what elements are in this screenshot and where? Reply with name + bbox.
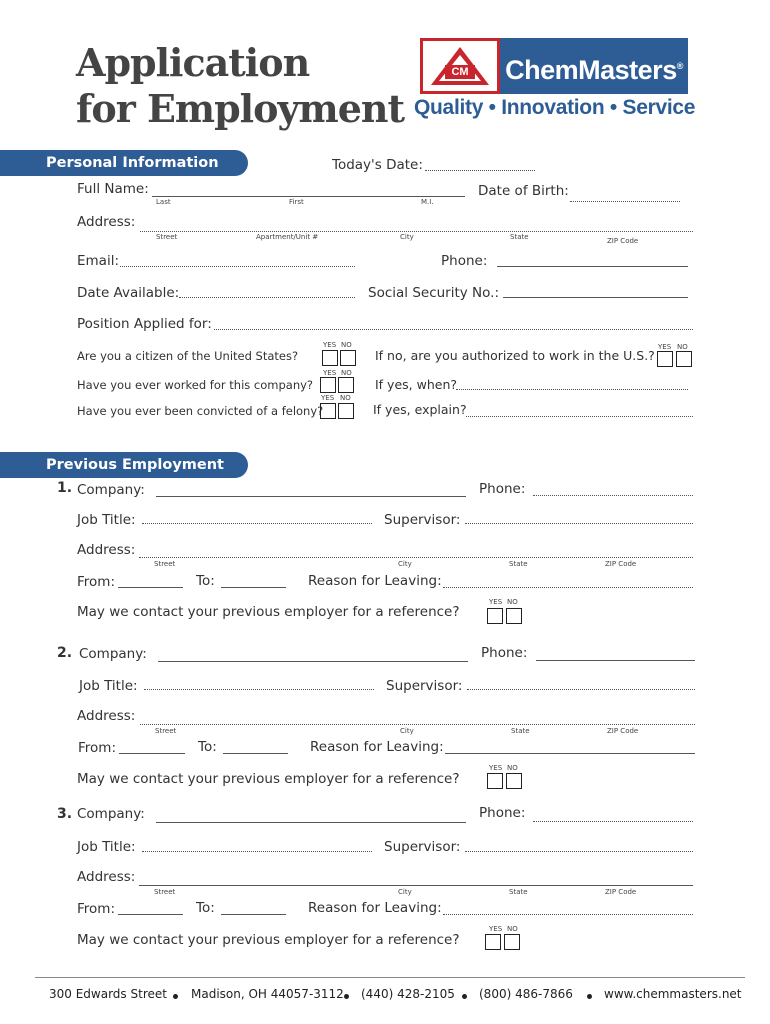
footer-phone-2: (800) 486-7866 [479, 987, 573, 1001]
reason-label: Reason for Leaving: [308, 900, 442, 916]
ssn-field[interactable] [503, 297, 688, 298]
section-banner-personal: Personal Information [0, 150, 248, 176]
email-label: Email: [77, 253, 120, 269]
employer-number: 2. [57, 645, 73, 661]
employer-phone-field[interactable] [536, 660, 695, 661]
reason-field[interactable] [445, 753, 695, 754]
date-available-field[interactable] [179, 297, 355, 298]
contact-no-checkbox[interactable] [504, 934, 520, 950]
company-field[interactable] [156, 496, 466, 497]
full-name-label: Full Name: [77, 181, 149, 197]
name-sub-mi: M.I. [421, 198, 434, 206]
emp-sub-city: City [398, 888, 412, 896]
emp-sub-zip: ZIP Code [605, 888, 637, 896]
name-sub-first: First [289, 198, 304, 206]
to-label: To: [196, 900, 215, 916]
emp-sub-street: Street [154, 560, 176, 568]
bullet-icon [344, 994, 349, 999]
job-title-label: Job Title: [77, 512, 136, 528]
employer-phone-field[interactable] [533, 821, 693, 822]
reason-label: Reason for Leaving: [310, 739, 444, 755]
bullet-icon [173, 994, 178, 999]
supervisor-label: Supervisor: [386, 678, 463, 694]
felony-no-checkbox[interactable] [338, 403, 354, 419]
from-field[interactable] [118, 914, 183, 915]
no-label: NO [507, 925, 518, 933]
page-title [76, 40, 404, 132]
employer-address-field[interactable] [140, 724, 695, 725]
section-banner-previous: Previous Employment [0, 452, 248, 478]
bullet-icon [462, 994, 467, 999]
date-of-birth-label: Date of Birth: [478, 183, 569, 199]
explain-field[interactable] [466, 416, 693, 417]
footer-website[interactable]: www.chemmasters.net [604, 987, 742, 1001]
to-field[interactable] [223, 753, 288, 754]
emp-sub-city: City [398, 560, 412, 568]
phone-label: Phone: [441, 253, 488, 269]
address-sub-unit: Apartment/Unit # [256, 233, 319, 241]
employer-address-field[interactable] [139, 885, 693, 886]
emp-sub-street: Street [154, 888, 176, 896]
employer-phone-label: Phone: [479, 805, 526, 821]
emp-sub-state: State [511, 727, 530, 735]
no-label: NO [507, 598, 518, 606]
email-field[interactable] [120, 266, 355, 267]
employer-phone-field[interactable] [533, 495, 693, 496]
name-sub-last: Last [156, 198, 171, 206]
emp-sub-street: Street [155, 727, 177, 735]
authorized-yes-checkbox[interactable] [657, 351, 673, 367]
contact-no-checkbox[interactable] [506, 773, 522, 789]
employer-address-label: Address: [77, 542, 136, 558]
supervisor-label: Supervisor: [384, 512, 461, 528]
supervisor-field[interactable] [467, 689, 695, 690]
contact-yes-checkbox[interactable] [487, 608, 503, 624]
question-when: If yes, when? [375, 377, 458, 392]
logo-mark [420, 38, 500, 94]
emp-sub-state: State [509, 888, 528, 896]
position-field[interactable] [214, 329, 693, 330]
worked-yes-checkbox[interactable] [320, 377, 336, 393]
employer-phone-label: Phone: [479, 481, 526, 497]
footer-city: Madison, OH 44057-3112 [191, 987, 344, 1001]
emp-sub-zip: ZIP Code [605, 560, 637, 568]
reason-field[interactable] [443, 914, 693, 915]
felony-yes-checkbox[interactable] [320, 403, 336, 419]
footer-divider [35, 977, 745, 978]
reason-label: Reason for Leaving: [308, 573, 442, 589]
company-label: Company: [79, 646, 147, 662]
address-sub-street: Street [156, 233, 178, 241]
company-label: Company: [77, 482, 145, 498]
emp-sub-state: State [509, 560, 528, 568]
job-title-label: Job Title: [77, 839, 136, 855]
authorized-no-checkbox[interactable] [676, 351, 692, 367]
worked-no-checkbox[interactable] [338, 377, 354, 393]
to-label: To: [198, 739, 217, 755]
date-of-birth-field[interactable] [570, 201, 680, 202]
employer-phone-label: Phone: [481, 645, 528, 661]
job-title-field[interactable] [142, 523, 372, 524]
contact-no-checkbox[interactable] [506, 608, 522, 624]
supervisor-field[interactable] [465, 523, 693, 524]
date-available-label: Date Available: [77, 285, 180, 301]
todays-date-label: Today's Date: [332, 157, 423, 173]
footer-street: 300 Edwards Street [49, 987, 167, 1001]
company-field[interactable] [158, 661, 468, 662]
yes-label: YES [489, 925, 503, 933]
yes-label: YES [658, 343, 672, 351]
yes-label: YES [323, 341, 337, 349]
from-label: From: [77, 574, 115, 590]
from-field[interactable] [118, 587, 183, 588]
logo-name-text: ChemMasters [505, 55, 677, 85]
title-line-1: Application [76, 40, 310, 85]
yes-label: YES [489, 764, 503, 772]
question-authorized: If no, are you authorized to work in the U.S.? [375, 348, 655, 363]
logo-name [500, 38, 688, 94]
emp-sub-city: City [400, 727, 414, 735]
no-label: NO [341, 341, 352, 349]
no-label: NO [341, 369, 352, 377]
footer-phone-1: (440) 428-2105 [361, 987, 455, 1001]
position-label: Position Applied for: [77, 316, 212, 332]
question-citizen: Are you a citizen of the United States? [77, 349, 299, 363]
employer-number: 3. [57, 806, 73, 822]
contact-question: May we contact your previous employer for a reference? [77, 932, 460, 948]
citizen-no-checkbox[interactable] [340, 350, 356, 366]
address-sub-state: State [510, 233, 529, 241]
citizen-yes-checkbox[interactable] [322, 350, 338, 366]
job-title-field[interactable] [142, 851, 372, 852]
question-felony: Have you ever been convicted of a felony? [77, 404, 324, 418]
supervisor-label: Supervisor: [384, 839, 461, 855]
employer-address-label: Address: [77, 708, 136, 724]
from-label: From: [78, 740, 116, 756]
supervisor-field[interactable] [465, 851, 693, 852]
yes-label: YES [489, 598, 503, 606]
yes-label: YES [323, 369, 337, 377]
logo-tagline: Quality • Innovation • Service [414, 96, 696, 119]
address-label: Address: [77, 214, 136, 230]
contact-question: May we contact your previous employer for a reference? [77, 771, 460, 787]
question-worked: Have you ever worked for this company? [77, 378, 314, 392]
reason-field[interactable] [443, 587, 693, 588]
employer-address-label: Address: [77, 869, 136, 885]
no-label: NO [677, 343, 688, 351]
contact-yes-checkbox[interactable] [485, 934, 501, 950]
todays-date-field[interactable] [425, 170, 535, 171]
company-field[interactable] [156, 822, 466, 823]
to-field[interactable] [221, 587, 286, 588]
from-label: From: [77, 901, 115, 917]
to-label: To: [196, 573, 215, 589]
no-label: NO [340, 394, 351, 402]
ssn-label: Social Security No.: [368, 285, 500, 301]
when-field[interactable] [456, 389, 688, 390]
no-label: NO [507, 764, 518, 772]
job-title-field[interactable] [144, 689, 374, 690]
title-line-2: for Employment [76, 86, 405, 131]
bullet-icon [587, 994, 592, 999]
address-sub-zip: ZIP Code [607, 237, 639, 245]
employer-number: 1. [57, 480, 73, 496]
yes-label: YES [321, 394, 335, 402]
contact-yes-checkbox[interactable] [487, 773, 503, 789]
logo-initials: CM [451, 66, 469, 78]
emp-sub-zip: ZIP Code [607, 727, 639, 735]
address-field[interactable] [140, 231, 693, 232]
phone-field[interactable] [497, 266, 688, 267]
employer-address-field[interactable] [139, 557, 693, 558]
job-title-label: Job Title: [79, 678, 138, 694]
to-field[interactable] [221, 914, 286, 915]
contact-question: May we contact your previous employer for a reference? [77, 604, 460, 620]
address-sub-city: City [400, 233, 414, 241]
registered-mark: ® [676, 61, 683, 71]
from-field[interactable] [119, 753, 185, 754]
company-label: Company: [77, 806, 145, 822]
full-name-field[interactable] [152, 196, 465, 197]
question-explain: If yes, explain? [373, 402, 467, 417]
